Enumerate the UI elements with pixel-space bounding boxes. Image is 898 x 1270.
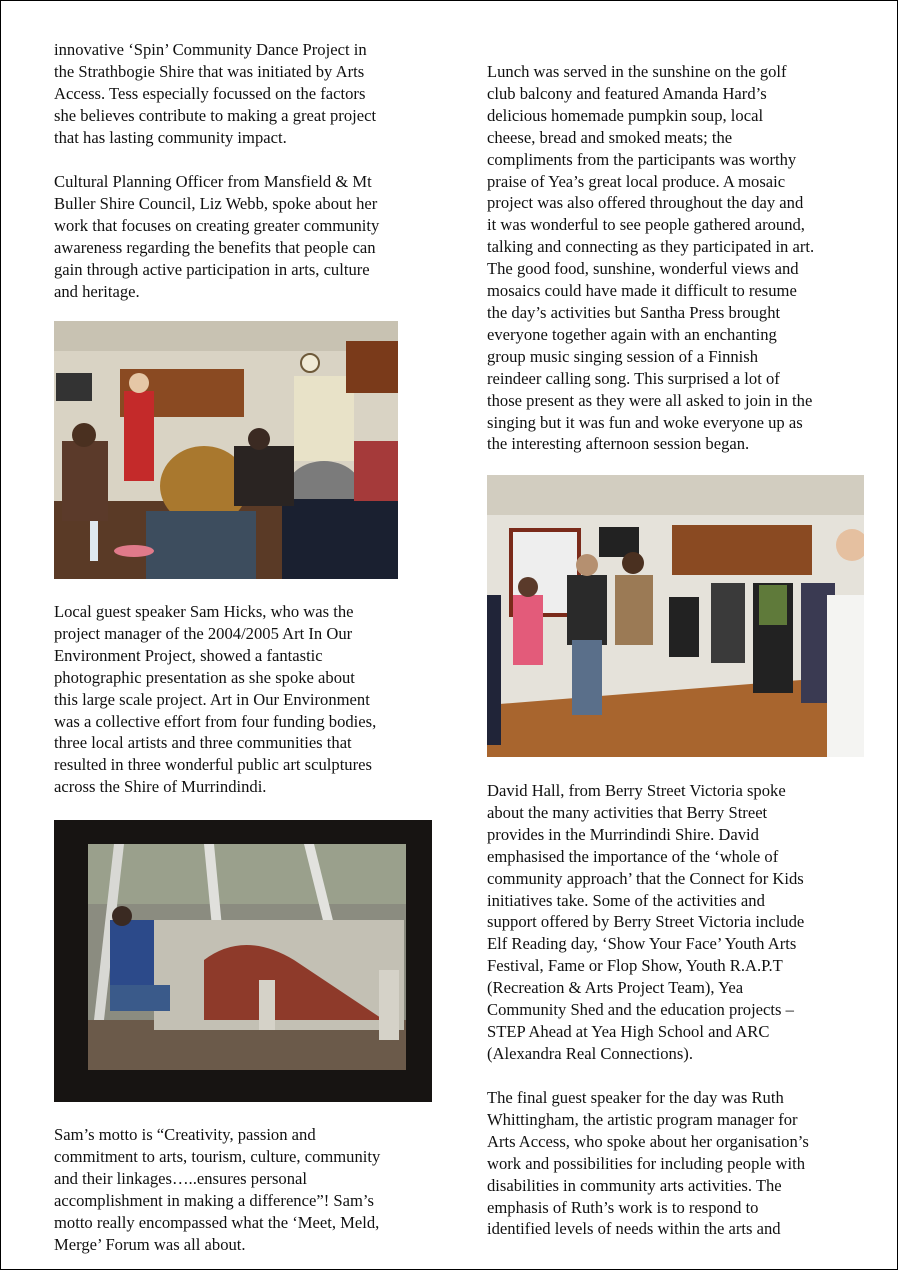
- paragraph-sam-hicks: Local guest speaker Sam Hicks, who was the project manager of the 2004/2005 Art In Our Environment Project, showed a fantastic photographic presentation as she spoke about this large scale project. Art in Our Environment was a collective effort from four funding bodies, three local artists and three communities that resulted in three wonderful public art sculptures across the Shire of Murrindindi.: [54, 602, 377, 797]
- paragraph-lunch: Lunch was served in the sunshine on the golf club balcony and featured Amanda Hard’s delicious homemade pumpkin soup, local cheese, bread and smoked meats; the compliments from the participants was worthy praise of Yea’s great local produce. A mosaic project was also offered throughout the day and it was wonderful to see people gathered around, talking and connecting as they participated in art. The good food, sunshine, wonderful views and mosaics could have made it difficult to resume the day’s activities but Santha Press brought everyone together again with an enchanting group music singing session of a Finnish reindeer calling song. This surprised a lot of those present as they were all asked to join in the singing but it was fun and woke everyone up as the interesting afternoon session began.: [487, 62, 815, 454]
- photo-group-singing: [487, 475, 864, 757]
- paragraph-spin-dance-project: innovative ‘Spin’ Community Dance Project in the Strathbogie Shire that was initiated by Arts Access. Tess especially focussed on the factors she believes contribute to making a great project that has lasting community impact.: [54, 40, 377, 147]
- photo-projected-sculpture: [54, 820, 432, 1102]
- paragraph-david-hall: David Hall, from Berry Street Victoria spoke about the many activities that Berry Street provides in the Murrindindi Shire. David emphasised the importance of the ‘whole of community approach’ that the Connect for Kids initiatives take. Some of the activities and support offered by Berry Street Victoria include Elf Reading day, ‘Show Your Face’ Youth Arts Festival, Fame or Flop Show, Youth R.A.P.T (Recreation & Arts Project Team), Yea Community Shed and the education projects – STEP Ahead at Yea High School and ARC (Alexandra Real Connections).: [487, 781, 805, 1063]
- paragraph-ruth-whittingham: The final guest speaker for the day was Ruth Whittingham, the artistic program manager for Arts Access, who spoke about her organisation’s work and possibilities for including people with disabilities in community arts activities. The emphasis of Ruth’s work is to respond to identified levels of needs within the arts and: [487, 1088, 809, 1239]
- photo-forum-audience: [54, 321, 398, 579]
- paragraph-sam-motto: Sam’s motto is “Creativity, passion and commitment to arts, tourism, culture, community and their linkages…..ensures personal accomplishment in making a difference”! Sam’s motto really encompassed what the ‘Meet, Meld, Merge’ Forum was all about.: [54, 1125, 381, 1254]
- paragraph-liz-webb: Cultural Planning Officer from Mansfield & Mt Buller Shire Council, Liz Webb, spoke about her work that focuses on creating greater community awareness regarding the benefits that people can gain through active participation in arts, culture and heritage.: [54, 172, 380, 301]
